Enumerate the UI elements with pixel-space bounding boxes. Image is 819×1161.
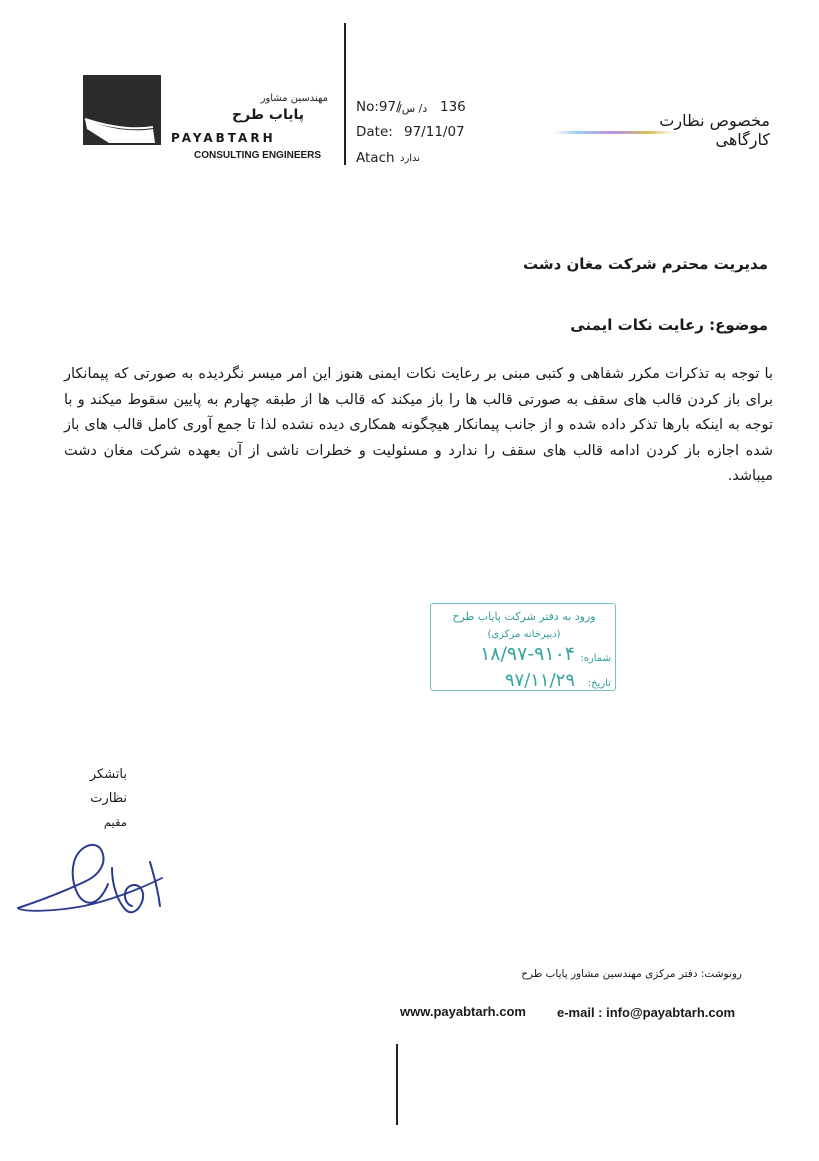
stamp-title: ورود به دفتر شرکت پایاب طرح: [452, 610, 596, 623]
footer-website: www.payabtarh.com: [400, 1004, 526, 1019]
signature-thanks: باتشکر: [89, 767, 127, 782]
header-underline: [553, 131, 673, 134]
stamp-subtitle: (دبیرخانه مرکزی): [487, 629, 561, 640]
meta-number-label: No:97/: [356, 99, 401, 115]
signature-title: مقیم: [103, 815, 127, 829]
letter-body: با توجه به تذکرات مکرر شفاهی و کتبی مبنی بر رعایت نکات ایمنی هنوز این امر میسر نگردیده به صورتی که پیمانکار برای باز کردن قالب های سقف به صورتی قالب ها را باز میکند که قالب ها از طبقه چهارم به پایین سقوط میکند و با توجه به اینکه بارها تذکر داده شده و از جانب پیمانکار هیچگونه همکاری دیده نشده لذا تا جمع آوری کامل قالب های باز شده اجازه باز کردن ادامه قالب های سقف را ندارد و مسئولیت و خطرات ناشی از آن بعهده شرکت مغان دشت میباشد.: [64, 366, 773, 484]
meta-number-fa: د/ س/: [398, 102, 428, 115]
addressee: مدیریت محترم شرکت مغان دشت: [522, 255, 768, 273]
meta-attach-value: ندارد: [400, 153, 421, 164]
firm-name-fa: پایاب طرح: [232, 107, 304, 123]
header-separator: [344, 23, 346, 165]
stamp-number-value: ۱۸/۹۷-۹۱۰۴: [480, 643, 575, 665]
footer-separator: [396, 1044, 398, 1125]
handwritten-signature: [12, 838, 172, 948]
stamp-date-value: ۹۷/۱۱/۲۹: [504, 670, 575, 691]
stamp-date-label: تاریخ:: [587, 678, 611, 689]
cc-note: رونوشت: دفتر مرکزی مهندسین مشاور پایاب طرح: [521, 968, 742, 980]
firm-name-en: PAYABTARH: [171, 131, 276, 145]
meta-date-label: Date:: [356, 124, 393, 140]
firm-name-fa-small: مهندسین مشاور: [260, 93, 328, 104]
company-logo: [83, 75, 161, 145]
signature-role: نظارت: [90, 791, 127, 806]
subject-line: موضوع: رعایت نکات ایمنی: [570, 316, 768, 334]
meta-number-prefix: 97/: [378, 99, 401, 115]
meta-attach-label: Atach: [356, 150, 395, 166]
footer-email: e-mail : info@payabtarh.com: [557, 1005, 736, 1020]
firm-tagline: CONSULTING ENGINEERS: [194, 150, 322, 161]
meta-date-value: 97/11/07: [404, 124, 465, 140]
meta-number-value: 136: [440, 99, 466, 115]
stamp-number-label: شماره:: [580, 653, 611, 664]
received-stamp: [430, 603, 616, 691]
header-title: مخصوص نظارت کارگاهی: [659, 111, 770, 149]
